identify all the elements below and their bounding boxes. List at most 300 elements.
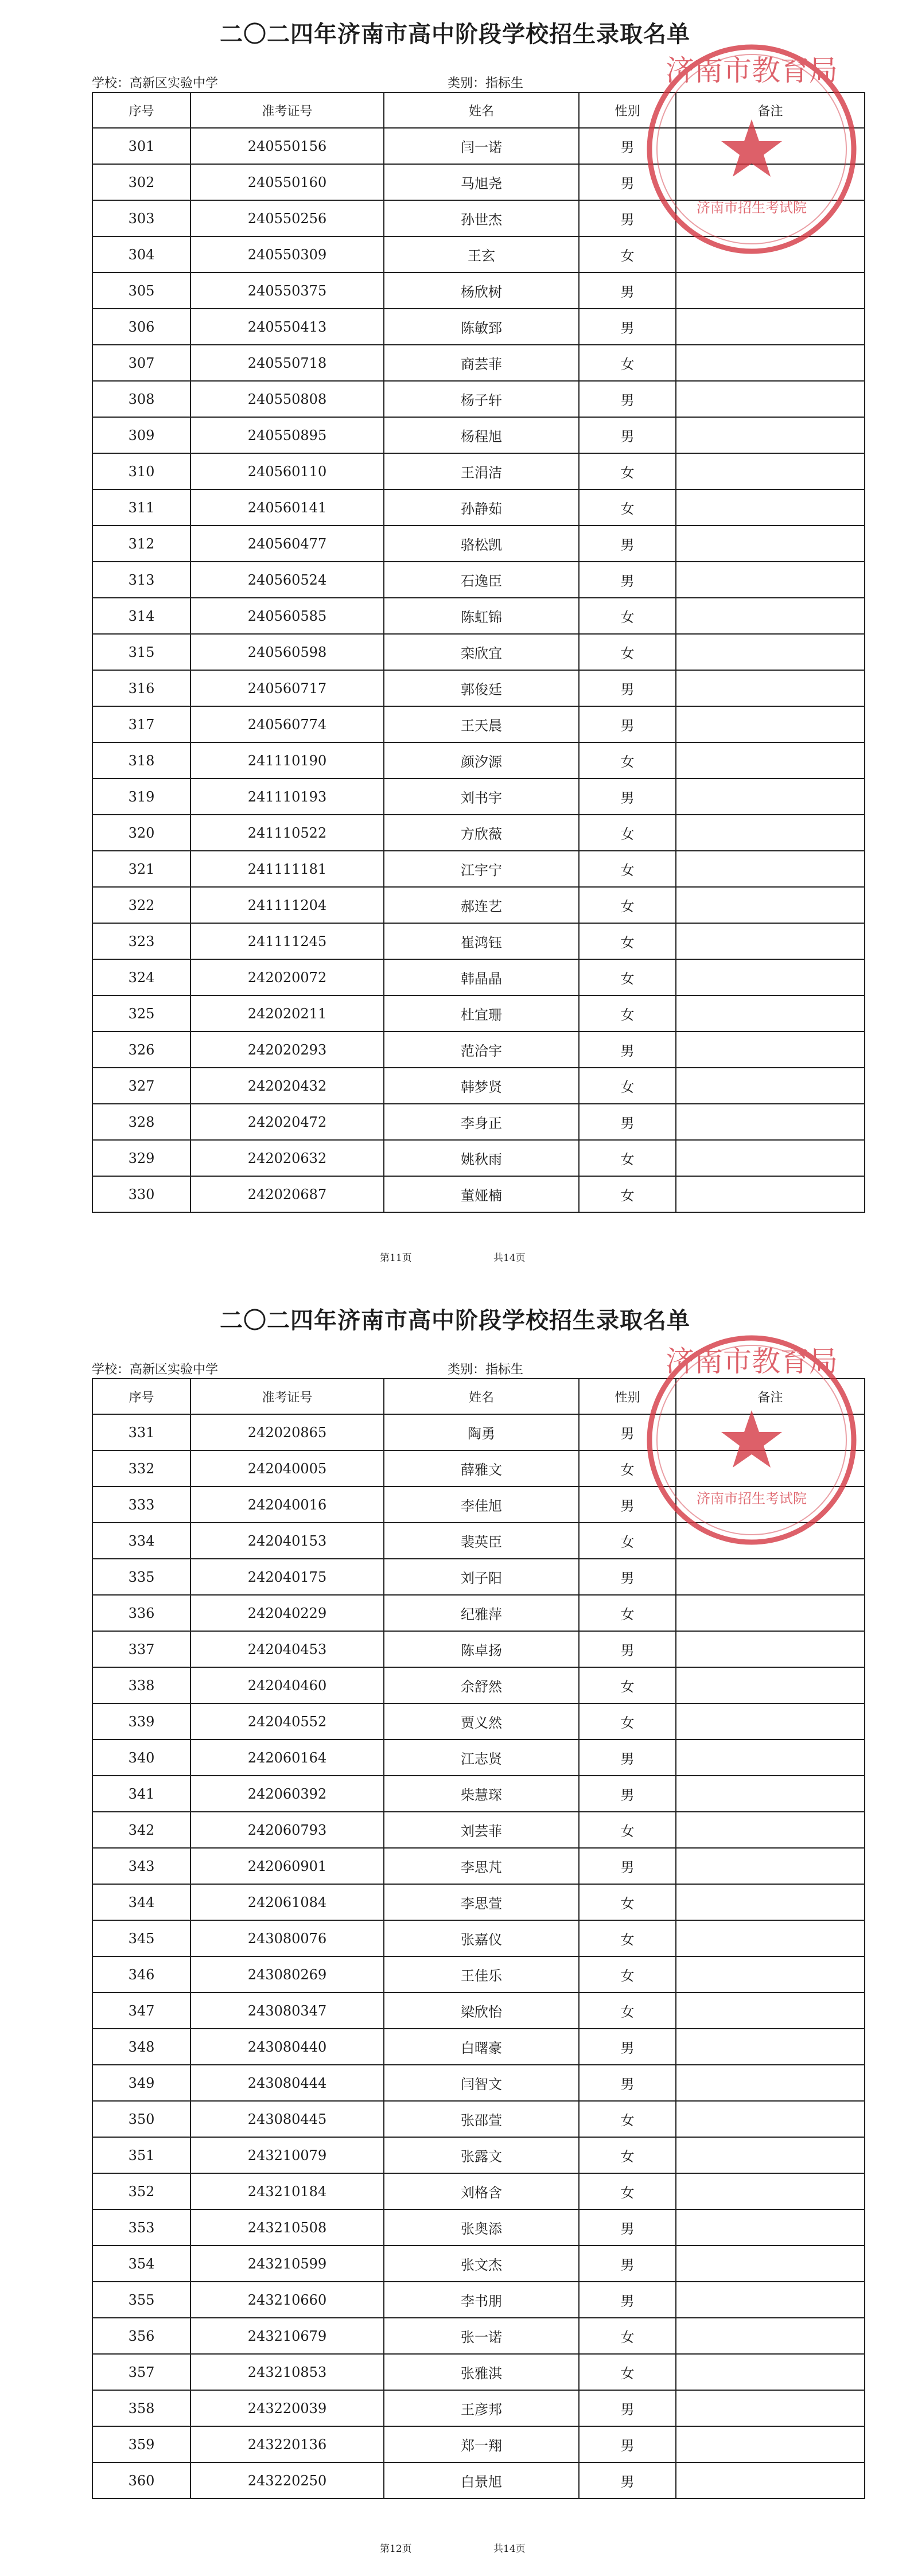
cell-gender: 男 [579, 2065, 676, 2101]
table-row [92, 2101, 865, 2137]
cell-seq: 326 [92, 1032, 190, 1068]
cell-seq: 320 [92, 815, 190, 851]
cell-seq: 333 [92, 1487, 190, 1523]
cell-remarks [676, 1703, 865, 1740]
cell-remarks [676, 779, 865, 815]
cell-gender: 男 [579, 2462, 676, 2499]
cell-gender: 女 [579, 1812, 676, 1848]
roster-table [92, 1378, 865, 2499]
cell-seq: 319 [92, 779, 190, 815]
cell-name: 张嘉仪 [384, 1920, 579, 1956]
cell-exam-number: 240550256 [190, 200, 384, 236]
cell-remarks [676, 2426, 865, 2462]
cell-remarks [676, 2029, 865, 2065]
cell-exam-number: 243210508 [190, 2209, 384, 2246]
cell-remarks [676, 1920, 865, 1956]
cell-remarks [676, 200, 865, 236]
cell-exam-number: 240550895 [190, 417, 384, 453]
table-row [92, 1703, 865, 1740]
cell-name: 王天晨 [384, 706, 579, 742]
cell-gender: 男 [579, 128, 676, 164]
cell-exam-number: 242040552 [190, 1703, 384, 1740]
cell-remarks [676, 1776, 865, 1812]
cell-remarks [676, 742, 865, 779]
cell-gender: 女 [579, 634, 676, 670]
table-row [92, 1993, 865, 2029]
cell-exam-number: 243080445 [190, 2101, 384, 2137]
header-name: 姓名 [384, 92, 579, 128]
cell-seq: 337 [92, 1631, 190, 1667]
table-body [92, 1414, 865, 2499]
cell-gender: 女 [579, 995, 676, 1032]
table-row [92, 959, 865, 995]
cell-remarks [676, 489, 865, 526]
cell-remarks [676, 887, 865, 923]
table-row [92, 2318, 865, 2354]
cell-gender: 女 [579, 489, 676, 526]
header-gender: 性别 [579, 92, 676, 128]
cell-seq: 309 [92, 417, 190, 453]
cell-seq: 317 [92, 706, 190, 742]
table-row [92, 2209, 865, 2246]
cell-gender: 女 [579, 1176, 676, 1212]
table-row [92, 381, 865, 417]
cell-remarks [676, 2354, 865, 2390]
cell-seq: 321 [92, 851, 190, 887]
cell-exam-number: 242020865 [190, 1414, 384, 1450]
cell-remarks [676, 1450, 865, 1487]
cell-gender: 男 [579, 273, 676, 309]
cell-seq: 341 [92, 1776, 190, 1812]
cell-gender: 女 [579, 1956, 676, 1993]
table-row [92, 2173, 865, 2209]
table-row [92, 851, 865, 887]
cell-name: 江志贤 [384, 1740, 579, 1776]
cell-remarks [676, 1068, 865, 1104]
cell-gender: 男 [579, 164, 676, 200]
table-row [92, 128, 865, 164]
cell-exam-number: 240560524 [190, 562, 384, 598]
cell-exam-number: 242020072 [190, 959, 384, 995]
cell-name: 裴英臣 [384, 1523, 579, 1559]
table-row [92, 1523, 865, 1559]
seal-subtext: 济南市招生考试院 [697, 1491, 807, 1507]
cell-gender: 女 [579, 887, 676, 923]
school-label: 学校：高新区实验中学 [92, 76, 219, 91]
cell-exam-number: 242040175 [190, 1559, 384, 1595]
header-remarks: 备注 [676, 92, 865, 128]
cell-remarks [676, 598, 865, 634]
cell-seq: 350 [92, 2101, 190, 2137]
table-row [92, 526, 865, 562]
cell-exam-number: 243080444 [190, 2065, 384, 2101]
cell-gender: 男 [579, 2209, 676, 2246]
school-label: 学校：高新区实验中学 [92, 1363, 219, 1377]
cell-seq: 347 [92, 1993, 190, 2029]
header-exam-number: 准考证号 [190, 1379, 384, 1414]
cell-exam-number: 243210184 [190, 2173, 384, 2209]
cell-remarks [676, 2209, 865, 2246]
cell-seq: 308 [92, 381, 190, 417]
table-row [92, 236, 865, 273]
cell-exam-number: 243210079 [190, 2137, 384, 2173]
cell-gender: 男 [579, 706, 676, 742]
cell-remarks [676, 164, 865, 200]
table-row [92, 273, 865, 309]
table-row [92, 670, 865, 706]
table-row [92, 1559, 865, 1595]
cell-gender: 女 [579, 1595, 676, 1631]
cell-exam-number: 242040229 [190, 1595, 384, 1631]
cell-gender: 女 [579, 2173, 676, 2209]
meta-row [92, 73, 861, 92]
cell-seq: 343 [92, 1848, 190, 1884]
cell-gender: 男 [579, 562, 676, 598]
cell-seq: 325 [92, 995, 190, 1032]
cell-name: 张一诺 [384, 2318, 579, 2354]
cell-gender: 女 [579, 1993, 676, 2029]
cell-name: 石逸臣 [384, 562, 579, 598]
cell-remarks [676, 417, 865, 453]
table-row [92, 562, 865, 598]
cell-gender: 女 [579, 1703, 676, 1740]
table-row [92, 706, 865, 742]
cell-exam-number: 242020632 [190, 1140, 384, 1176]
cell-seq: 344 [92, 1884, 190, 1920]
cell-seq: 348 [92, 2029, 190, 2065]
cell-seq: 312 [92, 526, 190, 562]
header-gender: 性别 [579, 1379, 676, 1414]
page-total: 共14页 [493, 2543, 526, 2555]
cell-name: 栾欣宜 [384, 634, 579, 670]
cell-seq: 354 [92, 2246, 190, 2282]
table-row [92, 995, 865, 1032]
cell-name: 陶勇 [384, 1414, 579, 1450]
table-row [92, 1631, 865, 1667]
cell-gender: 女 [579, 851, 676, 887]
cell-gender: 女 [579, 1884, 676, 1920]
cell-exam-number: 242040005 [190, 1450, 384, 1487]
cell-gender: 男 [579, 1487, 676, 1523]
table-header-row [92, 92, 865, 128]
cell-exam-number: 242060901 [190, 1848, 384, 1884]
cell-seq: 324 [92, 959, 190, 995]
page-number: 第12页 [380, 2543, 412, 2555]
cell-remarks [676, 1559, 865, 1595]
cell-seq: 336 [92, 1595, 190, 1631]
table-row [92, 2246, 865, 2282]
cell-seq: 323 [92, 923, 190, 959]
cell-exam-number: 242040016 [190, 1487, 384, 1523]
cell-name: 李身正 [384, 1104, 579, 1140]
cell-exam-number: 240550375 [190, 273, 384, 309]
cell-exam-number: 240560585 [190, 598, 384, 634]
seal-text: 济南市教育局 [666, 54, 838, 87]
cell-gender: 男 [579, 2246, 676, 2282]
table-row [92, 1595, 865, 1631]
table-row [92, 2029, 865, 2065]
cell-remarks [676, 670, 865, 706]
cell-name: 纪雅萍 [384, 1595, 579, 1631]
table-row [92, 2390, 865, 2426]
table-row [92, 1740, 865, 1776]
cell-remarks [676, 2246, 865, 2282]
table-body [92, 128, 865, 1212]
cell-remarks [676, 236, 865, 273]
cell-remarks [676, 2390, 865, 2426]
cell-name: 崔鸿钰 [384, 923, 579, 959]
table-row [92, 1667, 865, 1703]
cell-remarks [676, 2282, 865, 2318]
cell-gender: 男 [579, 1631, 676, 1667]
cell-name: 韩晶晶 [384, 959, 579, 995]
cell-remarks [676, 2137, 865, 2173]
header-name: 姓名 [384, 1379, 579, 1414]
cell-name: 商芸菲 [384, 345, 579, 381]
cell-name: 白景旭 [384, 2462, 579, 2499]
cell-seq: 353 [92, 2209, 190, 2246]
cell-name: 孙静茹 [384, 489, 579, 526]
cell-name: 李书朋 [384, 2282, 579, 2318]
cell-seq: 335 [92, 1559, 190, 1595]
cell-name: 郑一翔 [384, 2426, 579, 2462]
cell-exam-number: 242060164 [190, 1740, 384, 1776]
table-row [92, 1032, 865, 1068]
cell-exam-number: 243080076 [190, 1920, 384, 1956]
cell-gender: 女 [579, 2137, 676, 2173]
cell-gender: 女 [579, 959, 676, 995]
cell-seq: 349 [92, 2065, 190, 2101]
cell-exam-number: 241110522 [190, 815, 384, 851]
cell-remarks [676, 381, 865, 417]
cell-gender: 女 [579, 923, 676, 959]
cell-gender: 男 [579, 1414, 676, 1450]
cell-name: 范洽宇 [384, 1032, 579, 1068]
cell-remarks [676, 2462, 865, 2499]
cell-exam-number: 243080440 [190, 2029, 384, 2065]
cell-name: 刘格含 [384, 2173, 579, 2209]
cell-seq: 318 [92, 742, 190, 779]
cell-gender: 男 [579, 1848, 676, 1884]
cell-gender: 女 [579, 1068, 676, 1104]
cell-remarks [676, 634, 865, 670]
cell-gender: 女 [579, 598, 676, 634]
cell-remarks [676, 2101, 865, 2137]
cell-exam-number: 241111245 [190, 923, 384, 959]
cell-gender: 女 [579, 345, 676, 381]
cell-gender: 女 [579, 1667, 676, 1703]
cell-exam-number: 240560717 [190, 670, 384, 706]
cell-name: 董娅楠 [384, 1176, 579, 1212]
cell-gender: 男 [579, 2029, 676, 2065]
table-row [92, 2426, 865, 2462]
cell-name: 郝连艺 [384, 887, 579, 923]
cell-exam-number: 242020432 [190, 1068, 384, 1104]
cell-exam-number: 242020472 [190, 1104, 384, 1140]
cell-name: 张露文 [384, 2137, 579, 2173]
cell-gender: 女 [579, 1450, 676, 1487]
cell-remarks [676, 1595, 865, 1631]
table-row [92, 1414, 865, 1450]
header-seq: 序号 [92, 1379, 190, 1414]
cell-name: 陈虹锦 [384, 598, 579, 634]
cell-remarks [676, 1104, 865, 1140]
cell-remarks [676, 1176, 865, 1212]
cell-remarks [676, 1631, 865, 1667]
cell-seq: 310 [92, 453, 190, 489]
table-row [92, 164, 865, 200]
cell-gender: 女 [579, 742, 676, 779]
cell-gender: 男 [579, 2282, 676, 2318]
cell-name: 贾义然 [384, 1703, 579, 1740]
cell-name: 韩梦贤 [384, 1068, 579, 1104]
cell-exam-number: 242020211 [190, 995, 384, 1032]
cell-seq: 307 [92, 345, 190, 381]
header-seq: 序号 [92, 92, 190, 128]
cell-gender: 男 [579, 1559, 676, 1595]
cell-exam-number: 243080347 [190, 1993, 384, 2029]
cell-seq: 304 [92, 236, 190, 273]
seal-subtext: 济南市招生考试院 [697, 200, 807, 216]
cell-name: 王涓洁 [384, 453, 579, 489]
cell-name: 王玄 [384, 236, 579, 273]
cell-seq: 346 [92, 1956, 190, 1993]
table-row [92, 779, 865, 815]
cell-exam-number: 241110193 [190, 779, 384, 815]
cell-gender: 男 [579, 2390, 676, 2426]
cell-seq: 340 [92, 1740, 190, 1776]
cell-exam-number: 243210660 [190, 2282, 384, 2318]
table-row [92, 1920, 865, 1956]
cell-name: 张文杰 [384, 2246, 579, 2282]
cell-remarks [676, 1523, 865, 1559]
cell-remarks [676, 1487, 865, 1523]
cell-exam-number: 242061084 [190, 1884, 384, 1920]
cell-seq: 302 [92, 164, 190, 200]
cell-seq: 311 [92, 489, 190, 526]
cell-name: 余舒然 [384, 1667, 579, 1703]
page-title: 二〇二四年济南市高中阶段学校招生录取名单 [220, 1307, 690, 1334]
table-row [92, 1884, 865, 1920]
cell-exam-number: 240560110 [190, 453, 384, 489]
table-row [92, 489, 865, 526]
cell-gender: 男 [579, 1032, 676, 1068]
cell-remarks [676, 526, 865, 562]
cell-gender: 男 [579, 1776, 676, 1812]
table-row [92, 1450, 865, 1487]
cell-seq: 305 [92, 273, 190, 309]
cell-name: 陈卓扬 [384, 1631, 579, 1667]
cell-gender: 男 [579, 309, 676, 345]
cell-seq: 357 [92, 2354, 190, 2390]
cell-exam-number: 242060392 [190, 1776, 384, 1812]
table-row [92, 634, 865, 670]
cell-name: 颜汐源 [384, 742, 579, 779]
cell-gender: 女 [579, 2354, 676, 2390]
cell-gender: 男 [579, 670, 676, 706]
table-row [92, 200, 865, 236]
category-label: 类别：指标生 [448, 1363, 524, 1377]
cell-gender: 男 [579, 779, 676, 815]
cell-exam-number: 242060793 [190, 1812, 384, 1848]
roster-table [92, 92, 865, 1213]
cell-seq: 359 [92, 2426, 190, 2462]
table-row [92, 2137, 865, 2173]
table-row [92, 2065, 865, 2101]
cell-name: 王彦邦 [384, 2390, 579, 2426]
cell-exam-number: 243220250 [190, 2462, 384, 2499]
table-row [92, 417, 865, 453]
cell-seq: 332 [92, 1450, 190, 1487]
cell-name: 薛雅文 [384, 1450, 579, 1487]
cell-exam-number: 242020293 [190, 1032, 384, 1068]
cell-name: 闫智文 [384, 2065, 579, 2101]
cell-remarks [676, 959, 865, 995]
cell-exam-number: 241111181 [190, 851, 384, 887]
cell-exam-number: 240550156 [190, 128, 384, 164]
cell-remarks [676, 1956, 865, 1993]
cell-seq: 351 [92, 2137, 190, 2173]
cell-exam-number: 242040453 [190, 1631, 384, 1667]
cell-gender: 男 [579, 1740, 676, 1776]
cell-exam-number: 240560598 [190, 634, 384, 670]
cell-name: 张邵萱 [384, 2101, 579, 2137]
cell-remarks [676, 1140, 865, 1176]
cell-name: 骆松凯 [384, 526, 579, 562]
cell-exam-number: 242040153 [190, 1523, 384, 1559]
cell-seq: 314 [92, 598, 190, 634]
table-row [92, 923, 865, 959]
cell-gender: 女 [579, 2318, 676, 2354]
cell-gender: 女 [579, 236, 676, 273]
table-row [92, 1068, 865, 1104]
header-exam-number: 准考证号 [190, 92, 384, 128]
cell-exam-number: 240560774 [190, 706, 384, 742]
cell-exam-number: 243210599 [190, 2246, 384, 2282]
cell-name: 孙世杰 [384, 200, 579, 236]
table-row [92, 1487, 865, 1523]
cell-remarks [676, 706, 865, 742]
cell-name: 刘书宇 [384, 779, 579, 815]
cell-exam-number: 240550413 [190, 309, 384, 345]
cell-seq: 360 [92, 2462, 190, 2499]
cell-remarks [676, 815, 865, 851]
cell-gender: 女 [579, 2101, 676, 2137]
cell-seq: 339 [92, 1703, 190, 1740]
cell-name: 江宇宁 [384, 851, 579, 887]
cell-name: 王佳乐 [384, 1956, 579, 1993]
cell-remarks [676, 995, 865, 1032]
cell-seq: 355 [92, 2282, 190, 2318]
table-row [92, 2282, 865, 2318]
cell-seq: 328 [92, 1104, 190, 1140]
table-row [92, 598, 865, 634]
cell-name: 白曙豪 [384, 2029, 579, 2065]
cell-exam-number: 243220136 [190, 2426, 384, 2462]
cell-seq: 316 [92, 670, 190, 706]
cell-gender: 男 [579, 1104, 676, 1140]
cell-name: 姚秋雨 [384, 1140, 579, 1176]
cell-seq: 327 [92, 1068, 190, 1104]
cell-name: 李思萱 [384, 1884, 579, 1920]
cell-remarks [676, 128, 865, 164]
cell-gender: 女 [579, 453, 676, 489]
table-row [92, 887, 865, 923]
cell-seq: 338 [92, 1667, 190, 1703]
cell-name: 刘子阳 [384, 1559, 579, 1595]
table-row [92, 345, 865, 381]
table-header-row [92, 1379, 865, 1414]
